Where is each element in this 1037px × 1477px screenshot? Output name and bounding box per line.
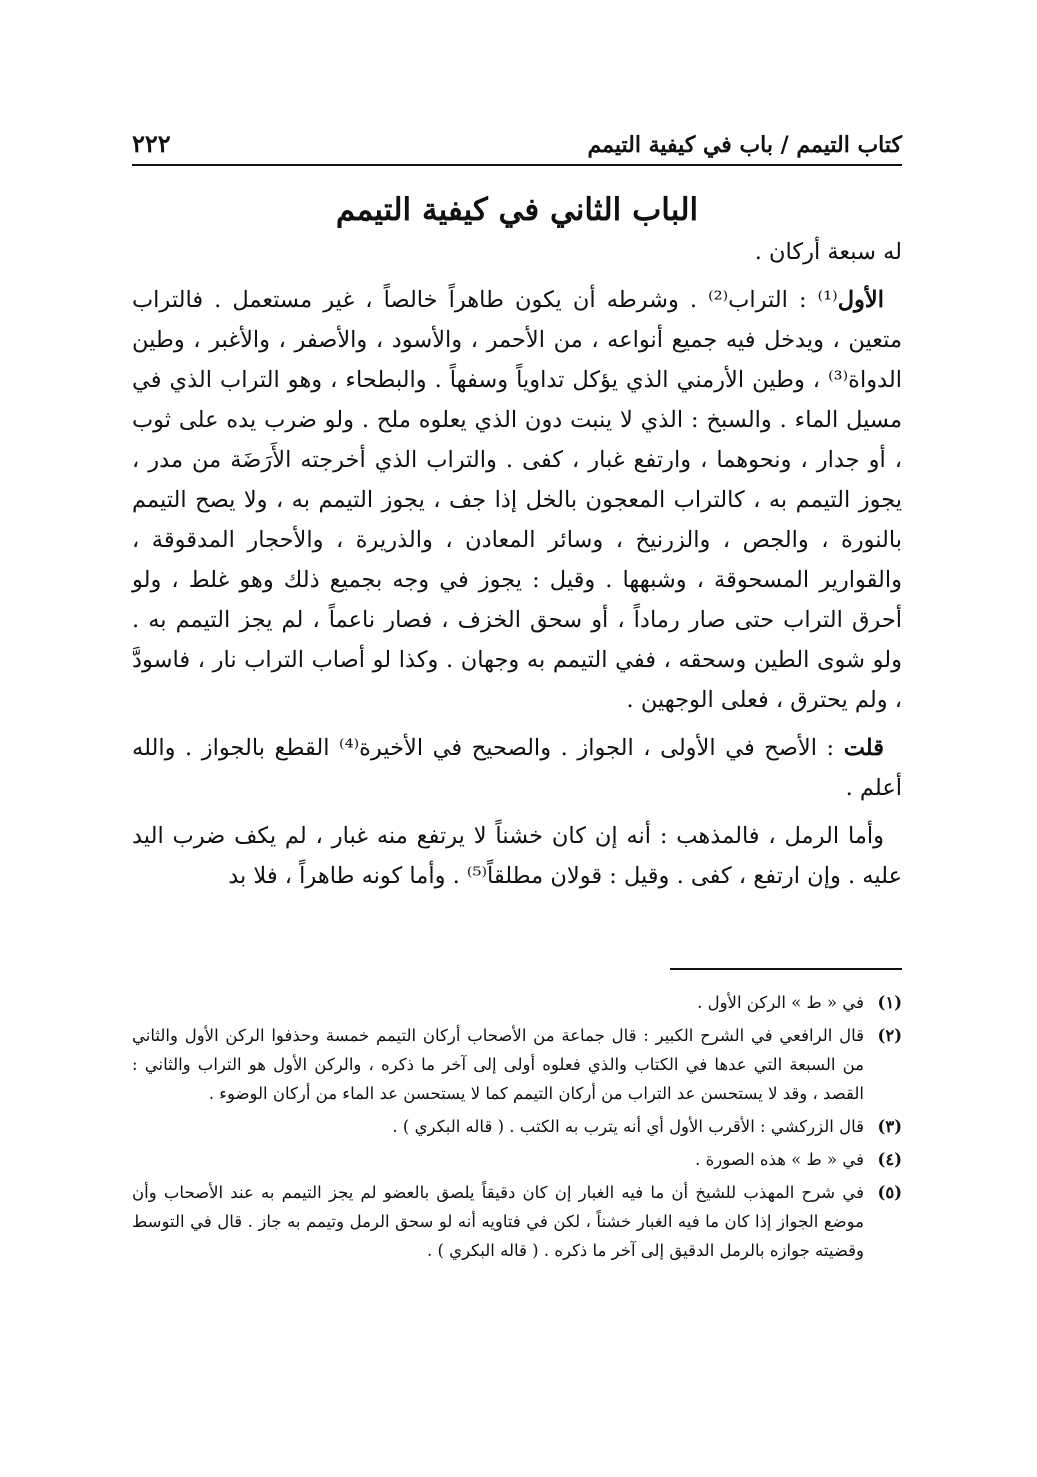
footnote-text: في شرح المهذب للشيخ أن ما فيه الغبار إن كان دقيقاً يلصق بالعضو لم يجز التيمم به عند الأصحاب وأن موضع الجواز إذا كان ما فيه الغبار خشناً ، لكن في فتاويه أنه لو سحق الرمل وتيمم به جاز . قال في التوسط وقضيته جوازه بالرمل الدقيق إلى آخر ما ذكره . ( قاله البكري ) . — [132, 1183, 864, 1260]
footnote-text: في « ط » الركن الأول . — [697, 993, 864, 1012]
footnote-number: (٥) — [877, 1183, 902, 1202]
footnote-2 — [132, 1021, 902, 1108]
running-header — [132, 118, 902, 166]
body-text — [132, 232, 902, 904]
paragraph-first-pillar — [132, 280, 902, 720]
footnote-5 — [132, 1178, 902, 1265]
footnote-text: في « ط » هذه الصورة . — [695, 1150, 864, 1169]
footnote-text: قال الرافعي في الشرح الكبير : قال جماعة من الأصحاب أركان التيمم خمسة وحذفوا الركن الأول والثاني من السبعة التي عدها في الكتاب والذي فعلوه أولى إلى آخر ما ذكره ، والركن الأول هو التراب والثاني : القصد ، وقد لا يستحسن عد التراب من أركان التيمم كما لا يستحسن عد الماء من أركان الوضوء . — [132, 1026, 864, 1103]
running-title: كتاب التيمم / باب في كيفية التيمم — [587, 132, 902, 158]
footnote-divider — [670, 968, 902, 970]
page-number: ٢٢٢ — [132, 129, 171, 158]
footnote-number: (١) — [877, 993, 902, 1012]
paragraph-lead-qultu: قلت — [843, 735, 884, 761]
paragraph-qultu — [132, 728, 902, 808]
footnote-number: (٤) — [877, 1150, 902, 1169]
paragraph-text-first: ⁽¹⁾ : التراب⁽²⁾ . وشرطه أن يكون طاهراً خالصاً ، غير مستعمل . فالتراب متعين ، ويدخل فيه جميع أنواعه ، من الأحمر ، والأسود ، والأصفر ، والأغبر ، وطين الدواة⁽³⁾ ، وطين الأرمني الذي يؤكل تداوياً وسفهاً . والبطحاء ، وهو التراب الذي في مسيل الماء . والسبخ : الذي لا ينبت دون الذي يعلوه ملح . ولو ضرب يده على ثوب ، أو جدار ، ونحوهما ، وارتفع غبار ، كفى . والتراب الذي أخرجته الأَرَضَة من مدر ، يجوز التيمم به ، كالتراب المعجون بالخل إذا جف ، يجوز التيمم به ، ولا يصح التيمم بالنورة ، والجص ، والزرنيخ ، وسائر المعادن ، والذريرة ، والأحجار المدقوقة ، والقوارير المسحوقة ، وشبهها . وقيل : يجوز في وجه بجميع ذلك وهو غلط ، ولو أحرق التراب حتى صار رماداً ، أو سحق الخزف ، فصار ناعماً ، لم يجز التيمم به . ولو شوى الطين وسحقه ، ففي التيمم به وجهان . وكذا لو أصاب التراب نار ، فاسودَّ ، ولم يحترق ، فعلى الوجهين . — [132, 287, 902, 713]
footnote-number: (٣) — [877, 1117, 902, 1136]
paragraph-text-qultu: : الأصح في الأولى ، الجواز . والصحيح في الأخيرة⁽⁴⁾ القطع بالجواز . والله أعلم . — [132, 735, 902, 801]
footnote-4 — [132, 1145, 902, 1174]
footnote-text: قال الزركشي : الأقرب الأول أي أنه يترب به الكتب . ( قاله البكري ) . — [392, 1117, 864, 1136]
footnotes — [132, 988, 902, 1269]
paragraph-lead-first: الأول — [837, 287, 884, 313]
footnote-1 — [132, 988, 902, 1017]
chapter-title: الباب الثاني في كيفية التيمم — [335, 192, 699, 228]
footnote-3 — [132, 1112, 902, 1141]
intro-line: له سبعة أركان . — [754, 239, 902, 265]
paragraph-sand: وأما الرمل ، فالمذهب : أنه إن كان خشناً لا يرتفع منه غبار ، لم يكف ضرب اليد عليه . وإن ارتفع ، كفى . وقيل : قولان مطلقاً⁽⁵⁾ . وأما كونه طاهراً ، فلا بد — [132, 823, 902, 889]
footnote-number: (٢) — [877, 1026, 902, 1045]
